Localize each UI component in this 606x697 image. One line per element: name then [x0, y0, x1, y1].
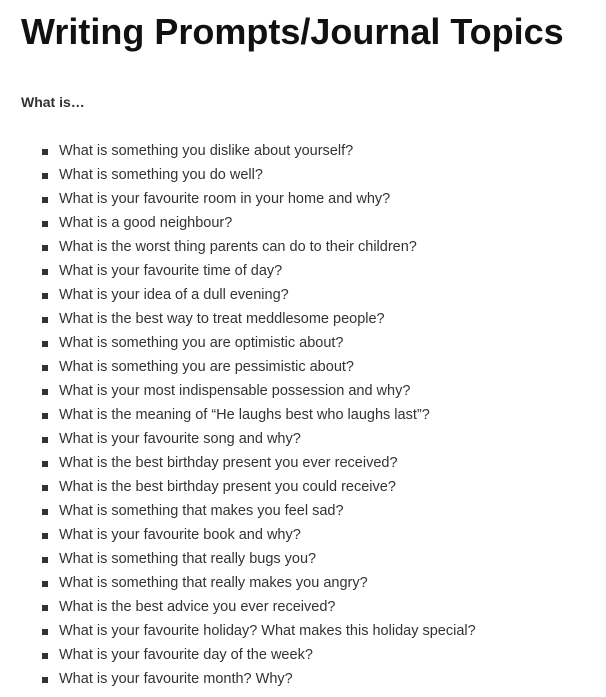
prompt-text: What is your favourite month? Why?: [59, 671, 293, 687]
prompt-text: What is the best birthday present you could receive?: [59, 479, 396, 495]
prompt-text: What is something that really makes you angry?: [59, 575, 368, 591]
prompt-text: What is your idea of a dull evening?: [59, 287, 289, 303]
prompt-text: What is something that really bugs you?: [59, 551, 317, 567]
list-item: [0, 188, 606, 212]
square-bullet-icon: [42, 317, 48, 323]
prompt-text: What is something you are pessimistic about?: [59, 359, 354, 375]
list-item: [0, 668, 606, 692]
square-bullet-icon: [42, 677, 48, 683]
list-item: [0, 164, 606, 188]
square-bullet-icon: [42, 221, 48, 227]
list-item: [0, 596, 606, 620]
prompt-text: What is something you dislike about yourself?: [59, 143, 354, 159]
prompt-text: What is your favourite book and why?: [59, 527, 301, 543]
page-title: Writing Prompts/Journal Topics: [21, 11, 564, 52]
square-bullet-icon: [42, 245, 48, 251]
list-item: [0, 644, 606, 668]
square-bullet-icon: [42, 437, 48, 443]
prompt-text: What is the best way to treat meddlesome people?: [59, 311, 385, 327]
square-bullet-icon: [42, 389, 48, 395]
square-bullet-icon: [42, 197, 48, 203]
square-bullet-icon: [42, 365, 48, 371]
list-item: [0, 284, 606, 308]
list-item: [0, 236, 606, 260]
prompt-text: What is something you are optimistic about?: [59, 335, 344, 351]
prompt-text: What is your favourite time of day?: [59, 263, 283, 279]
square-bullet-icon: [42, 629, 48, 635]
list-item: [0, 212, 606, 236]
prompt-text: What is the worst thing parents can do to their children?: [59, 239, 417, 255]
square-bullet-icon: [42, 461, 48, 467]
section-subheading: What is…: [21, 94, 85, 110]
list-item: [0, 620, 606, 644]
prompt-text: What is your favourite holiday? What makes this holiday special?: [59, 623, 476, 639]
list-item: [0, 260, 606, 284]
square-bullet-icon: [42, 149, 48, 155]
list-item: [0, 428, 606, 452]
square-bullet-icon: [42, 605, 48, 611]
list-item: [0, 452, 606, 476]
prompt-text: What is your favourite day of the week?: [59, 647, 313, 663]
list-item: [0, 404, 606, 428]
list-item: [0, 572, 606, 596]
square-bullet-icon: [42, 485, 48, 491]
square-bullet-icon: [42, 173, 48, 179]
prompt-text: What is a good neighbour?: [59, 215, 233, 231]
list-item: [0, 524, 606, 548]
prompt-text: What is something you do well?: [59, 167, 263, 183]
list-item: [0, 356, 606, 380]
list-item: [0, 500, 606, 524]
square-bullet-icon: [42, 557, 48, 563]
list-item: [0, 380, 606, 404]
list-item: [0, 332, 606, 356]
square-bullet-icon: [42, 293, 48, 299]
prompt-text: What is something that makes you feel sad?: [59, 503, 344, 519]
list-item: [0, 548, 606, 572]
square-bullet-icon: [42, 413, 48, 419]
square-bullet-icon: [42, 653, 48, 659]
prompt-text: What is the meaning of “He laughs best who laughs last”?: [59, 407, 430, 423]
square-bullet-icon: [42, 509, 48, 515]
list-item: [0, 476, 606, 500]
prompt-text: What is the best birthday present you ever received?: [59, 455, 398, 471]
list-item: [0, 140, 606, 164]
square-bullet-icon: [42, 269, 48, 275]
square-bullet-icon: [42, 341, 48, 347]
prompt-list: [0, 140, 606, 692]
prompt-text: What is the best advice you ever received?: [59, 599, 336, 615]
square-bullet-icon: [42, 533, 48, 539]
prompt-text: What is your favourite song and why?: [59, 431, 301, 447]
prompt-text: What is your most indispensable possession and why?: [59, 383, 411, 399]
prompt-text: What is your favourite room in your home and why?: [59, 191, 391, 207]
list-item: [0, 308, 606, 332]
square-bullet-icon: [42, 581, 48, 587]
